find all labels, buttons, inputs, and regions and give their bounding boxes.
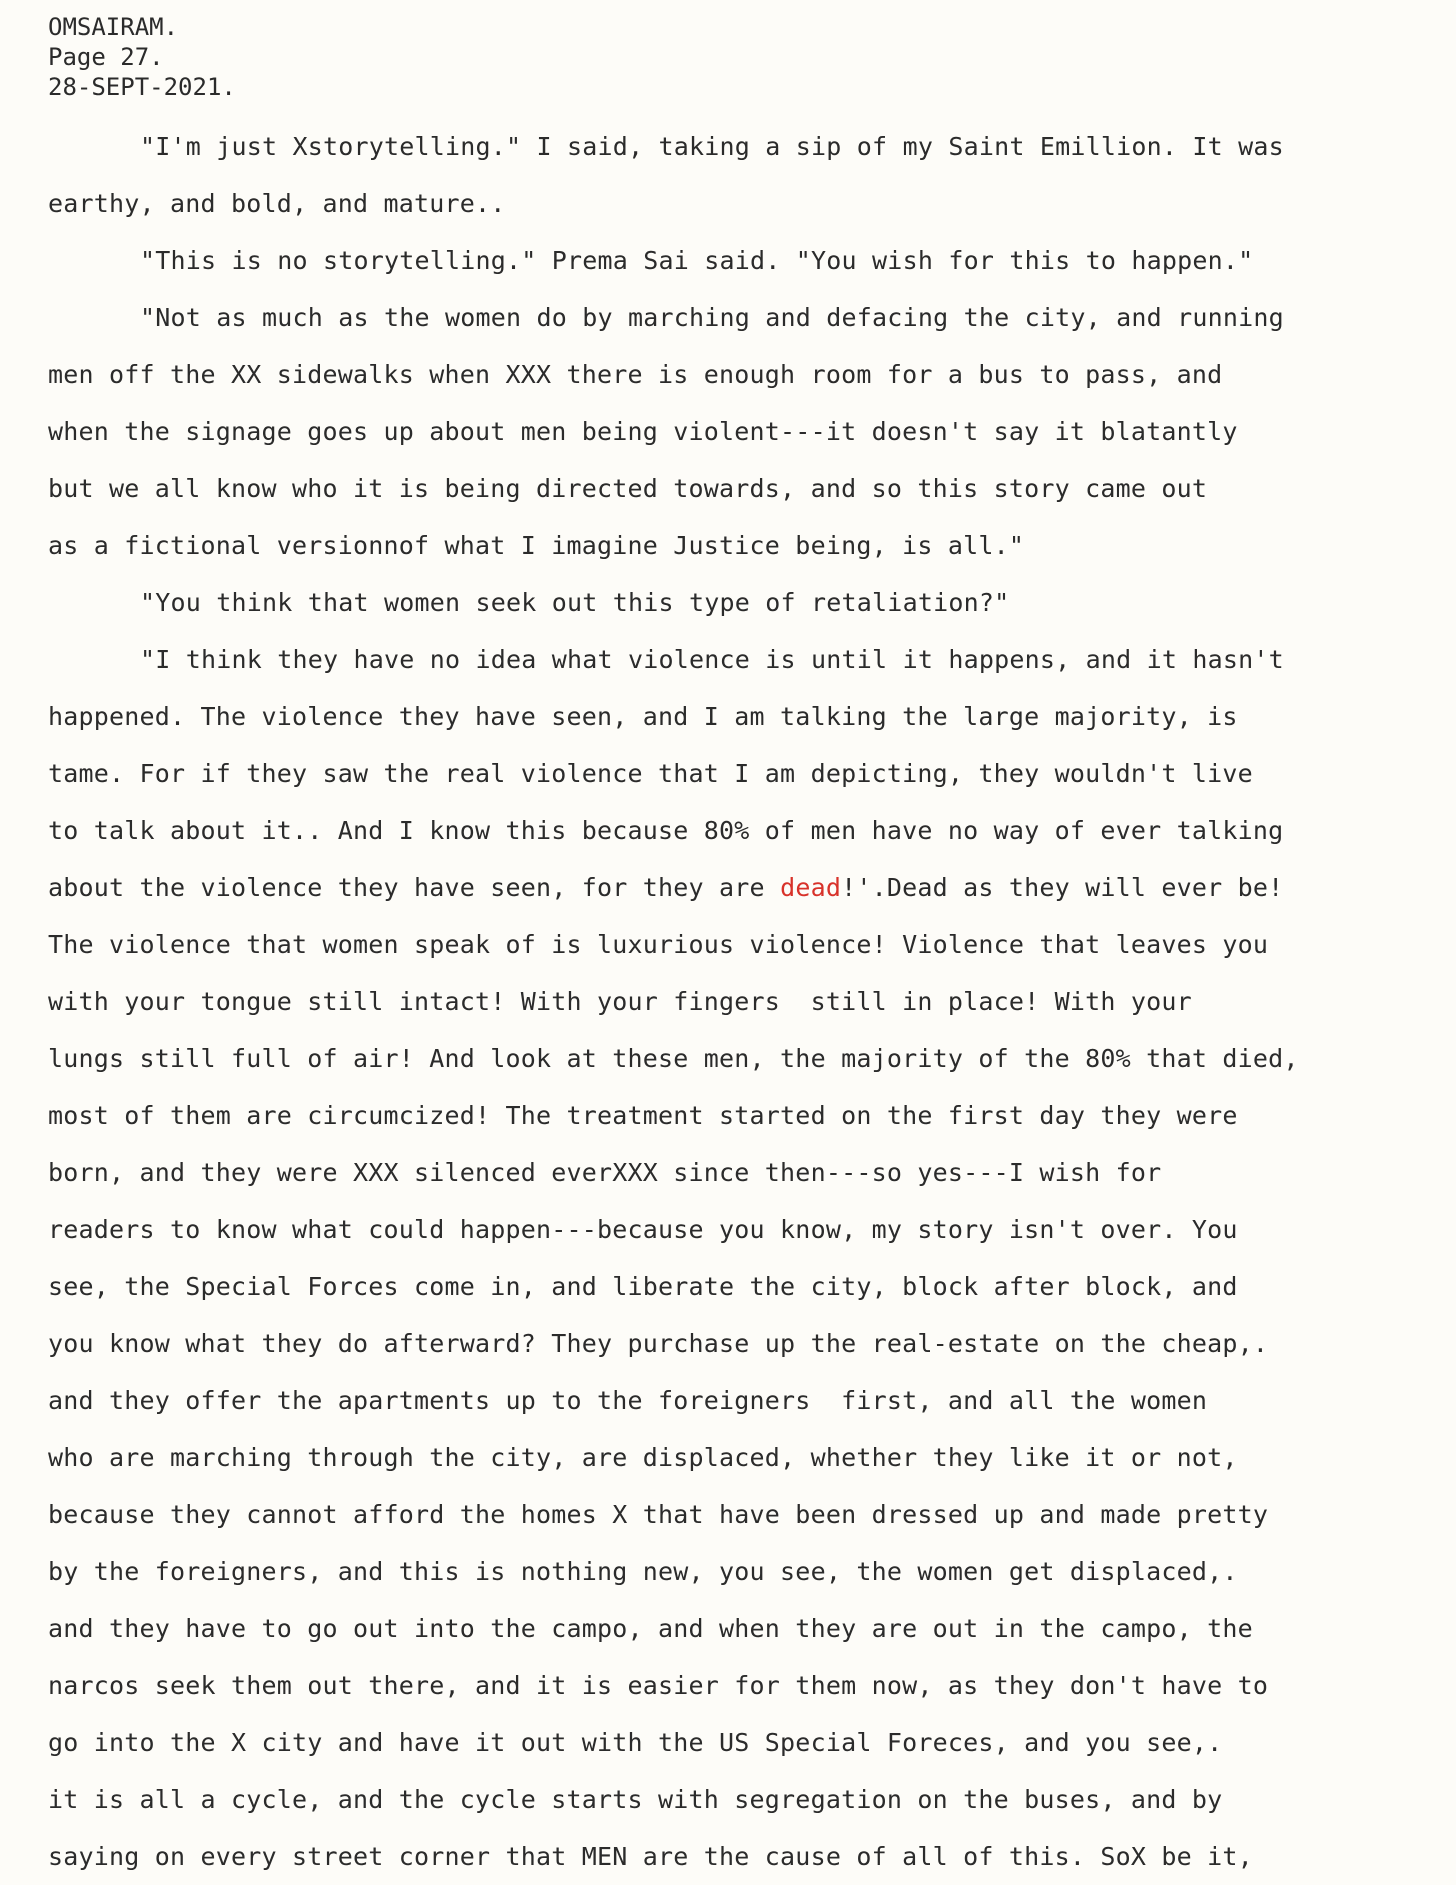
text-line: The violence that women speak of is luxurious violence! Violence that leaves you — [48, 930, 1269, 959]
text-line: but we all know who it is being directed towards, and so this story came out — [48, 474, 1208, 503]
text-line: lungs still full of air! And look at these men, the majority of the 80% that died, — [48, 1044, 1299, 1073]
text-line: as a fictional versionnof what I imagine Justice being, is all." — [48, 531, 1025, 560]
text-line: men off the XX sidewalks when XXX there is enough room for a bus to pass, and — [48, 360, 1223, 389]
page-body — [48, 118, 1428, 1885]
text-line: and they offer the apartments up to the foreigners first, and all the women — [48, 1386, 1208, 1415]
text-line: "I'm just Xstorytelling." I said, taking a sip of my Saint Emillion. It was — [140, 132, 1284, 161]
header-date: 28-SEPT-2021. — [48, 73, 236, 101]
text-line: it is all a cycle, and the cycle starts with segregation on the buses, and by — [48, 1785, 1223, 1814]
text-line-with-red-word — [48, 859, 1428, 916]
text-segment: about the violence they have seen, for they are — [48, 873, 781, 902]
text-line: see, the Special Forces come in, and liberate the city, block after block, and — [48, 1272, 1238, 1301]
header-page-number: Page 27. — [48, 43, 164, 71]
text-line: with your tongue still intact! With your fingers still in place! With your — [48, 987, 1192, 1016]
text-line: "I think they have no idea what violence is until it happens, and it hasn't — [140, 645, 1284, 674]
text-line: "Not as much as the women do by marching and defacing the city, and running — [140, 303, 1284, 332]
text-segment: !'.Dead as they will ever be! — [841, 873, 1284, 902]
text-line: and they have to go out into the campo, and when they are out in the campo, the — [48, 1614, 1253, 1643]
text-line: happened. The violence they have seen, and I am talking the large majority, is — [48, 702, 1238, 731]
page-header — [48, 12, 236, 102]
text-line: most of them are circumcized! The treatment started on the first day they were — [48, 1101, 1238, 1130]
text-line: earthy, and bold, and mature.. — [48, 189, 506, 218]
text-line: to talk about it.. And I know this because 80% of men have no way of ever talking — [48, 816, 1284, 845]
text-line: when the signage goes up about men being violent---it doesn't say it blatantly — [48, 417, 1238, 446]
text-line: by the foreigners, and this is nothing new, you see, the women get displaced,. — [48, 1557, 1238, 1586]
text-line: saying on every street corner that MEN are the cause of all of this. SoX be it, — [48, 1842, 1253, 1871]
text-line: readers to know what could happen---because you know, my story isn't over. You — [48, 1215, 1238, 1244]
red-ink-word: dead — [780, 873, 842, 902]
text-line: who are marching through the city, are displaced, whether they like it or not, — [48, 1443, 1238, 1472]
text-line: you know what they do afterward? They purchase up the real-estate on the cheap,. — [48, 1329, 1269, 1358]
text-line: "You think that women seek out this type of retaliation?" — [140, 588, 1010, 617]
text-line: "This is no storytelling." Prema Sai said. "You wish for this to happen." — [140, 246, 1254, 275]
text-line: narcos seek them out there, and it is easier for them now, as they don't have to — [48, 1671, 1269, 1700]
text-line: tame. For if they saw the real violence that I am depicting, they wouldn't live — [48, 759, 1253, 788]
text-line: born, and they were XXX silenced everXXX since then---so yes---I wish for — [48, 1158, 1162, 1187]
text-line: because they cannot afford the homes X that have been dressed up and made pretty — [48, 1500, 1269, 1529]
header-invocation: OMSAIRAM. — [48, 13, 179, 41]
text-line: go into the X city and have it out with the US Special Foreces, and you see,. — [48, 1728, 1223, 1757]
